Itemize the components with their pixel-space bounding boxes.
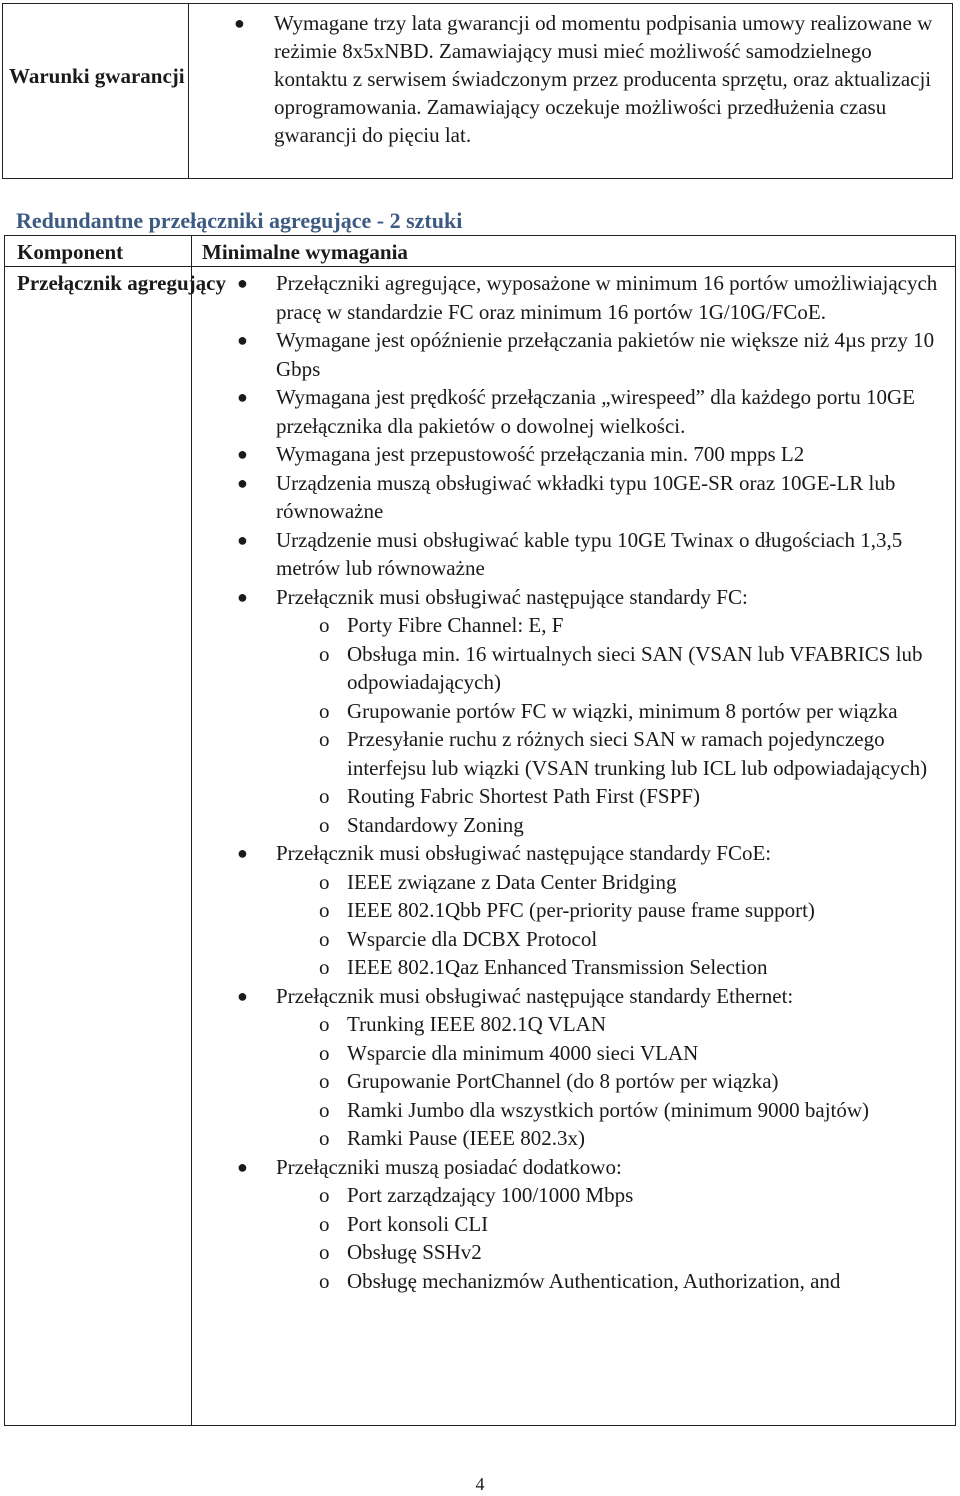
sub-list-item-text: Grupowanie PortChannel (do 8 portów per wiązka) [347, 1069, 779, 1093]
warranty-label: Warunki gwarancji [3, 4, 189, 178]
sub-list-item [191, 640, 945, 697]
list-item [191, 583, 945, 612]
sub-bullet-icon: o [319, 1097, 330, 1122]
sub-list-item [191, 611, 945, 640]
sub-bullet-icon: o [319, 1040, 330, 1065]
list-item-text: Przełącznik musi obsługiwać następujące standardy FCoE: [276, 841, 772, 865]
sub-list-item-text: Ramki Pause (IEEE 802.3x) [347, 1126, 585, 1150]
bullet-icon: ● [237, 1156, 248, 1177]
sub-list-item [191, 697, 945, 726]
list-item [191, 1153, 945, 1182]
sub-list-item [191, 1267, 945, 1296]
sub-list-item-text: Porty Fibre Channel: E, F [347, 613, 564, 637]
warranty-cell [189, 4, 952, 178]
sub-list-item [191, 782, 945, 811]
header-component: Komponent [17, 240, 124, 264]
sub-bullet-icon: o [319, 784, 330, 808]
bullet-icon: ● [237, 387, 248, 407]
sub-list-item-text: Port konsoli CLI [347, 1211, 489, 1236]
sub-list-item [191, 1124, 945, 1153]
sub-list-item [191, 725, 945, 782]
bullet-icon: ● [237, 472, 248, 493]
sub-list-item [191, 868, 945, 897]
bullet-icon: ● [237, 330, 248, 350]
sub-list-item-text: Trunking IEEE 802.1Q VLAN [347, 1012, 607, 1036]
sub-list-item-text: IEEE 802.1Qaz Enhanced Transmission Selection [347, 955, 768, 979]
list-item [191, 383, 945, 440]
sub-list-item-text: IEEE 802.1Qbb PFC (per-priority pause frame support) [347, 898, 815, 922]
list-item-text: Przełączniki agregujące, wyposażone w minimum 16 portów umożliwiających pracę w standardzie FC oraz minimum 16 portów 1G/10G/FCoE. [276, 271, 938, 324]
page-number: 4 [475, 1474, 485, 1494]
sub-bullet-icon: o [319, 1183, 330, 1207]
list-item [191, 982, 945, 1011]
sub-list-item [191, 1238, 945, 1267]
sub-bullet-icon: o [319, 869, 330, 894]
requirements-table [4, 235, 956, 1426]
sub-list-item [191, 1010, 945, 1039]
bullet-icon: ● [237, 444, 248, 464]
sub-bullet-icon: o [319, 898, 330, 922]
sub-list-item [191, 811, 945, 840]
sub-bullet-icon: o [319, 812, 330, 837]
list-item-text: Urządzenia muszą obsługiwać wkładki typu 10GE-SR oraz 10GE-LR lub równoważne [276, 470, 896, 523]
bullet-icon: ● [237, 273, 248, 293]
list-item [191, 839, 945, 868]
sub-list-item-text: Przesyłanie ruchu z różnych sieci SAN w ramach pojedynczego interfejsu lub wiązki (VSAN trunking lub ICL lub odpowiadających) [347, 727, 928, 780]
component-label: Przełącznik agregujący [17, 271, 226, 295]
list-item [191, 469, 945, 526]
sub-list-item [191, 896, 945, 925]
warranty-text: Wymagane trzy lata gwarancji od momentu podpisania umowy realizowane w reżimie 8x5xNBD. Zamawiający musi mieć możliwość samodzielnego kontaktu z serwisem świadczonym przez producenta sprzętu, oraz aktualizacji oprogramowania. Zamawiający oczekuje możliwości przedłużenia czasu gwarancji do pięciu lat. [274, 11, 933, 147]
sub-list-item-text: Port zarządzający 100/1000 Mbps [347, 1183, 634, 1207]
sub-bullet-icon: o [319, 1069, 330, 1093]
header-requirements: Minimalne wymagania [202, 240, 408, 264]
sub-list-item-text: Standardowy Zoning [347, 812, 524, 837]
sub-list-item [191, 1181, 945, 1210]
sub-bullet-icon: o [319, 698, 330, 723]
sub-list-item [191, 1067, 945, 1096]
sub-bullet-icon: o [319, 1012, 330, 1036]
list-item [191, 440, 945, 469]
sub-list-item-text: IEEE związane z Data Center Bridging [347, 869, 677, 894]
bullet-icon: ● [237, 586, 248, 607]
list-item-text: Przełącznik musi obsługiwać następujące standardy FC: [276, 584, 748, 609]
sub-list-item [191, 953, 945, 982]
sub-list-item-text: Obsługę SSHv2 [347, 1240, 482, 1264]
table-header-row [5, 236, 955, 267]
sub-list-item-text: Routing Fabric Shortest Path First (FSPF) [347, 784, 700, 808]
sub-list-item-text: Wsparcie dla minimum 4000 sieci VLAN [347, 1040, 699, 1065]
sub-list-item [191, 1210, 945, 1239]
list-item-text: Przełącznik musi obsługiwać następujące standardy Ethernet: [276, 983, 794, 1008]
sub-list-item-text: Ramki Jumbo dla wszystkich portów (minimum 9000 bajtów) [347, 1097, 870, 1122]
sub-bullet-icon: o [319, 1268, 330, 1293]
sub-bullet-icon: o [319, 926, 330, 951]
bullet-icon: ● [237, 985, 248, 1006]
list-item-text: Wymagana jest przepustowość przełączania min. 700 mpps L2 [276, 442, 805, 466]
sub-list-item [191, 1096, 945, 1125]
warranty-table [2, 3, 953, 179]
list-item [191, 526, 945, 583]
list-item-text: Wymagana jest prędkość przełączania „wirespeed” dla każdego portu 10GE przełącznika dla pakietów o dowolnej wielkości. [276, 385, 915, 438]
sub-bullet-icon: o [319, 955, 330, 979]
sub-bullet-icon: o [319, 1240, 330, 1264]
sub-list-item-text: Obsługa min. 16 wirtualnych sieci SAN (VSAN lub VFABRICS lub odpowiadających) [347, 641, 923, 694]
list-item [191, 326, 945, 383]
bullet-icon: ● [237, 529, 248, 550]
sub-bullet-icon: o [319, 641, 330, 666]
sub-list-item-text: Grupowanie portów FC w wiązki, minimum 8 portów per wiązka [347, 698, 898, 723]
sub-list-item-text: Obsługę mechanizmów Authentication, Authorization, and [347, 1268, 841, 1293]
sub-list-item-text: Wsparcie dla DCBX Protocol [347, 926, 598, 951]
sub-bullet-icon: o [319, 1126, 330, 1150]
list-item-text: Przełączniki muszą posiadać dodatkowo: [276, 1154, 622, 1179]
sub-bullet-icon: o [319, 727, 330, 751]
list-item-text: Wymagane jest opóźnienie przełączania pakietów nie większe niż 4µs przy 10 Gbps [276, 328, 935, 381]
sub-bullet-icon: o [319, 613, 330, 637]
list-item [191, 269, 945, 326]
bullet-icon: ● [234, 13, 245, 33]
sub-list-item [191, 1039, 945, 1068]
requirements-cell [191, 269, 955, 1295]
sub-list-item [191, 925, 945, 954]
section-title: Redundantne przełączniki agregujące - 2 sztuki [16, 208, 463, 233]
list-item-text: Urządzenie musi obsługiwać kable typu 10GE Twinax o długościach 1,3,5 metrów lub równoważne [276, 527, 903, 580]
list-item [189, 9, 944, 149]
bullet-icon: ● [237, 843, 248, 863]
sub-bullet-icon: o [319, 1211, 330, 1236]
